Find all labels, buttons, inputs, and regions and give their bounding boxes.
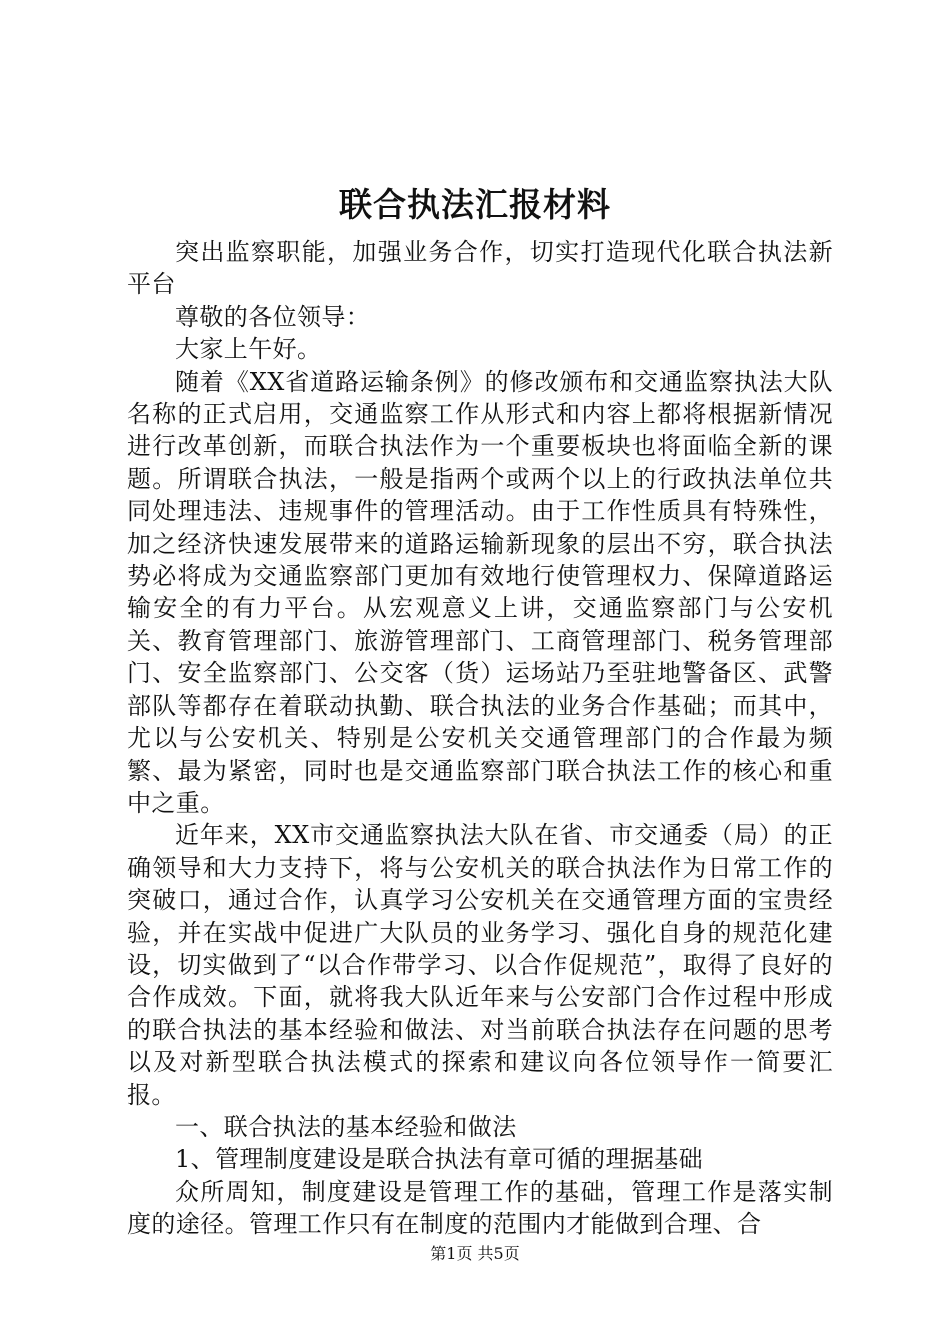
subtitle-paragraph: 突出监察职能，加强业务合作，切实打造现代化联合执法新平台	[127, 238, 833, 299]
document-body	[127, 236, 833, 1241]
body-paragraph: 随着《XX省道路运输条例》的修改颁布和交通监察执法大队名称的正式启用，交通监察工作从形式和内容上都将根据新情况进行改革创新，而联合执法作为一个重要板块也将面临全新的课题。所谓联合执法，一般是指两个或两个以上的行政执法单位共同处理违法、违规事件的管理活动。由于工作性质具有特殊性，加之经济快速发展带来的道路运输新现象的层出不穷，联合执法势必将成为交通监察部门更加有效地行使管理权力、保障道路运输安全的有力平台。从宏观意义上讲，交通监察部门与公安机关、教育管理部门、旅游管理部门、工商管理部门、税务管理部门、安全监察部门、公交客（货）运场站乃至驻地警备区、武警部队等都存在着联动执勤、联合执法的业务合作基础；而其中，尤以与公安机关、特别是公安机关交通管理部门的合作最为频繁、最为紧密，同时也是交通监察部门联合执法工作的核心和重中之重。	[127, 367, 833, 817]
body-paragraph: 众所周知，制度建设是管理工作的基础，管理工作是落实制度的途径。管理工作只有在制度的范围内才能做到合理、合	[127, 1177, 833, 1239]
subsection-heading: 1、管理制度建设是联合执法有章可循的理据基础	[175, 1145, 704, 1174]
document-title: 联合执法汇报材料	[339, 185, 611, 224]
salutation-paragraph: 尊敬的各位领导：	[175, 302, 371, 331]
page-footer: 第1页 共5页	[430, 1244, 520, 1263]
section-heading: 一、联合执法的基本经验和做法	[175, 1112, 517, 1141]
body-paragraph: 近年来，XX市交通监察执法大队在省、市交通委（局）的正确领导和大力支持下，将与公安机关的联合执法作为日常工作的突破口，通过合作，认真学习公安机关在交通管理方面的宝贵经验，并在实战中促进广大队员的业务学习、强化自身的规范化建设，切实做到了“以合作带学习、以合作促规范”，取得了良好的合作成效。下面，就将我大队近年来与公安部门合作过程中形成的联合执法的基本经验和做法、对当前联合执法存在问题的思考以及对新型联合执法模式的探索和建议向各位领导作一简要汇报。	[127, 821, 833, 1109]
greeting-paragraph: 大家上午好。	[175, 335, 322, 364]
